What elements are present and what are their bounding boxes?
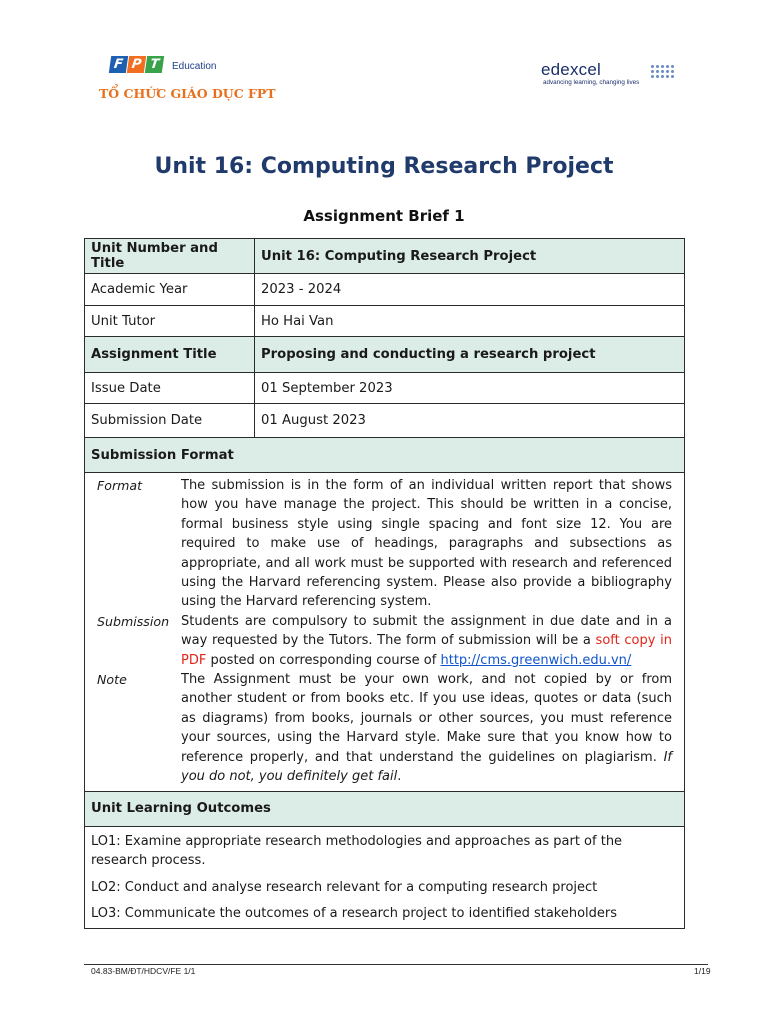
footer-page-number: 1/19 — [694, 966, 711, 976]
unit-tutor-value: Ho Hai Van — [255, 306, 685, 337]
page-title: Unit 16: Computing Research Project — [154, 154, 614, 179]
footer-divider — [84, 964, 708, 965]
table-row — [85, 791, 685, 826]
submission-date-value: 01 August 2023 — [255, 404, 685, 438]
submission-text-start: Students are compulsory to submit the assignment in due date and in a way requested by the Tutors. The form of submission will be a — [181, 613, 672, 649]
edexcel-tagline: advancing learning, changing lives — [543, 79, 640, 86]
submission-label: Submission — [97, 613, 170, 629]
table-row — [85, 438, 685, 473]
issue-date-label: Issue Date — [85, 373, 255, 404]
submission-details-row — [85, 473, 685, 792]
fpt-education-label: Education — [172, 61, 217, 72]
fpt-letter-t: T — [145, 56, 164, 73]
note-label: Note — [97, 672, 127, 688]
soft-copy-highlight: soft copy in PDF — [181, 633, 672, 668]
table-row — [85, 404, 685, 438]
edexcel-dots-icon — [650, 64, 676, 78]
assignment-title-label: Assignment Title — [85, 337, 255, 373]
assignment-brief-table — [84, 238, 685, 929]
learning-outcome-3: LO3: Communicate the outcomes of a research project to identified stakeholders — [91, 906, 618, 921]
fpt-letter-f: F — [109, 56, 128, 73]
learning-outcome-1: LO1: Examine appropriate research methodologies and approaches as part of the research process. — [91, 833, 623, 868]
unit-tutor-label: Unit Tutor — [85, 306, 255, 337]
assignment-title-value: Proposing and conducting a research project — [255, 337, 685, 373]
note-warning: If you do not, you definitely get fail — [181, 749, 672, 785]
note-text-body: The Assignment must be your own work, and not copied by or from another student or from books etc. If you use ideas, quotes or data (such as diagrams) from books, journals or other sources, you must reference your sources, using the Harvard style. Make sure that you know how to reference properly, and that understand the guidelines on plagiarism. — [181, 672, 672, 765]
learning-outcomes-cell — [85, 826, 685, 928]
format-label: Format — [97, 478, 143, 493]
learning-outcomes-row — [85, 826, 685, 928]
submission-format-heading: Submission Format — [85, 438, 685, 473]
edexcel-logo — [541, 60, 681, 86]
unit-number-label: Unit Number and Title — [85, 239, 255, 274]
fpt-education-logo — [110, 56, 217, 73]
issue-date-value: 01 September 2023 — [255, 373, 685, 404]
note-text-end: . — [397, 769, 402, 785]
fpt-letter-p: P — [127, 56, 146, 73]
submission-detail — [97, 612, 672, 670]
academic-year-value: 2023 - 2024 — [255, 274, 685, 306]
note-text — [181, 670, 672, 786]
table-row — [85, 337, 685, 373]
table-row — [85, 306, 685, 337]
submission-text — [181, 612, 672, 670]
fpt-letter-blocks — [110, 56, 163, 73]
submission-details-cell — [85, 473, 685, 792]
academic-year-label: Academic Year — [85, 274, 255, 306]
table-row — [85, 274, 685, 306]
unit-number-value: Unit 16: Computing Research Project — [255, 239, 685, 274]
table-row — [85, 373, 685, 404]
edexcel-wordmark: edexcel — [541, 60, 601, 79]
fpt-organization-name: TỔ CHỨC GIÁO DỤC FPT — [99, 86, 276, 101]
format-text: The submission is in the form of an individual written report that shows how you have manage the project. This should be written in a concise, formal business style using single spacing and font size 12. You are required to make use of headings, paragraphs and subsections as appropriate, and all work must be supported with research and referenced using the Harvard referencing system. Please also provide a bibliography using the Harvard referencing system. — [181, 478, 672, 610]
assignment-brief-heading: Assignment Brief 1 — [303, 207, 465, 225]
learning-outcomes-heading: Unit Learning Outcomes — [85, 791, 685, 826]
footer-document-code: 04.83-BM/ĐT/HDCV/FE 1/1 — [91, 966, 196, 976]
table-row — [85, 239, 685, 274]
learning-outcome-2: LO2: Conduct and analyse research relevant for a computing research project — [91, 879, 598, 895]
format-detail — [97, 476, 672, 612]
cms-greenwich-link[interactable]: http://cms.greenwich.edu.vn/ — [440, 652, 632, 668]
note-detail — [97, 670, 672, 786]
submission-text-middle: posted on corresponding course of — [206, 652, 441, 668]
submission-date-label: Submission Date — [85, 404, 255, 438]
